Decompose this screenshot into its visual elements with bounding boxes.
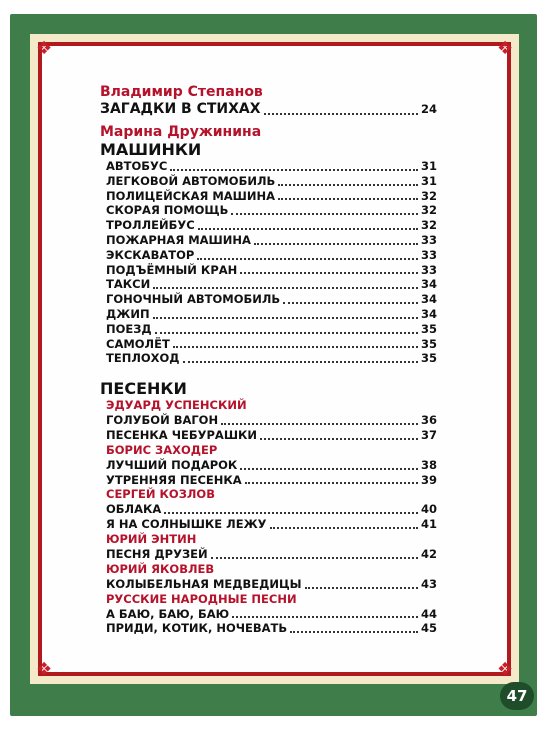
- toc-entry: [100, 322, 437, 337]
- toc-entry-list: [100, 159, 437, 366]
- toc-leader: [153, 287, 418, 289]
- toc-entry-page: 34: [420, 292, 437, 307]
- toc-entry-page: 35: [420, 351, 437, 366]
- toc-entry-title: ПЕСНЯ ДРУЗЕЙ: [106, 546, 208, 561]
- toc-entry-page: 35: [420, 336, 437, 351]
- toc-entry-title: ОБЛАКА: [106, 502, 162, 517]
- toc-entry: [100, 174, 437, 189]
- toc-entry: [100, 292, 437, 307]
- toc-entry-title: ЭКСКАВАТОР: [106, 247, 195, 262]
- toc-leader: [260, 438, 418, 440]
- toc-leader: [198, 228, 418, 230]
- section-title: МАШИНКИ: [100, 140, 202, 159]
- toc-entry-page: 40: [420, 502, 437, 517]
- toc-entry-title: Я НА СОЛНЫШКЕ ЛЕЖУ: [106, 517, 267, 532]
- toc-entry: [100, 458, 437, 473]
- toc-entry-page: 39: [420, 472, 437, 487]
- toc-entry: [100, 621, 437, 636]
- toc-leader: [155, 332, 418, 334]
- toc-entry-title: ЛЕГКОВОЙ АВТОМОБИЛЬ: [106, 173, 276, 188]
- toc-entry-page: 36: [420, 413, 437, 428]
- author-name: Марина Дружинина: [100, 124, 262, 140]
- toc-entry-title: ПРИДИ, КОТИК, НОЧЕВАТЬ: [106, 621, 288, 636]
- toc-entry: [100, 101, 437, 118]
- toc-entry-page: 43: [420, 576, 437, 591]
- toc-leader: [173, 346, 418, 348]
- corner-ornament-icon: ❖: [36, 38, 53, 59]
- toc-entry: [100, 502, 437, 517]
- toc-entry: [100, 277, 437, 292]
- toc-entry-page: 44: [420, 606, 437, 621]
- toc-leader: [283, 302, 418, 304]
- toc-entry: [100, 607, 437, 622]
- song-author: БОРИС ЗАХОДЕР: [106, 442, 218, 457]
- toc-entry-page: 38: [420, 457, 437, 472]
- toc-entry-title: ЗАГАДКИ В СТИХАХ: [100, 101, 261, 117]
- toc-entry-page: 34: [420, 306, 437, 321]
- toc-leader: [254, 243, 418, 245]
- toc-entry-page: 32: [420, 218, 437, 233]
- toc-entry: [100, 307, 437, 322]
- toc-leader: [232, 616, 418, 618]
- toc-leader: [278, 184, 418, 186]
- toc-entry-title: ТРОЛЛЕЙБУС: [106, 218, 195, 233]
- song-author: ЮРИЙ ЯКОВЛЕВ: [106, 561, 215, 576]
- toc-entry-page: 33: [420, 262, 437, 277]
- toc-block-songs: [100, 380, 437, 636]
- toc-entry-page: 33: [420, 232, 437, 247]
- toc-entry: [100, 189, 437, 204]
- toc-entry-title: СКОРАЯ ПОМОЩЬ: [106, 203, 229, 218]
- toc-entry-title: А БАЮ, БАЮ, БАЮ: [106, 606, 230, 621]
- toc-entry: [100, 218, 437, 233]
- toc-leader: [240, 272, 418, 274]
- toc-entry-title: АВТОБУС: [106, 159, 168, 173]
- toc-leader: [183, 361, 418, 363]
- toc-entry-page: 42: [420, 546, 437, 561]
- toc-entry-page: 37: [420, 427, 437, 442]
- table-of-contents: [100, 84, 437, 636]
- toc-entry: [100, 547, 437, 562]
- toc-entry: [100, 159, 437, 174]
- toc-leader: [245, 482, 418, 484]
- toc-entry-title: САМОЛЁТ: [106, 336, 170, 351]
- toc-entry-title: ГОНОЧНЫЙ АВТОМОБИЛЬ: [106, 292, 281, 307]
- toc-entry-page: 32: [420, 203, 437, 218]
- toc-entry: [100, 203, 437, 218]
- toc-leader: [270, 527, 418, 529]
- toc-leader: [290, 631, 418, 633]
- toc-entry-title: ПОДЪЁМНЫЙ КРАН: [106, 262, 238, 277]
- toc-entry: [100, 577, 437, 592]
- toc-block-stepanov: [100, 84, 437, 118]
- toc-entry: [100, 428, 437, 443]
- toc-entry: [100, 351, 437, 366]
- toc-entry: [100, 473, 437, 488]
- toc-leader: [164, 512, 418, 514]
- toc-entry-title: ПОЖАРНАЯ МАШИНА: [106, 232, 251, 247]
- song-author: ЭДУАРД УСПЕНСКИЙ: [106, 398, 247, 413]
- toc-leader: [278, 198, 418, 200]
- toc-entry-title: ГОЛУБОЙ ВАГОН: [106, 413, 219, 428]
- toc-entry: [100, 248, 437, 263]
- toc-entry: [100, 517, 437, 532]
- toc-entry-page: 34: [420, 277, 437, 292]
- toc-leader: [170, 169, 418, 171]
- toc-entry-title: ТЕПЛОХОД: [106, 351, 180, 366]
- toc-leader: [264, 113, 418, 115]
- toc-leader: [197, 258, 418, 260]
- toc-leader: [153, 317, 418, 319]
- toc-entry-page: 41: [420, 517, 437, 532]
- toc-entry-page: 31: [420, 159, 437, 173]
- toc-entry-title: ДЖИП: [106, 306, 150, 321]
- toc-entry-page: 33: [420, 247, 437, 262]
- corner-ornament-icon: ❖: [497, 38, 514, 59]
- corner-ornament-icon: ❖: [497, 659, 514, 680]
- toc-entry-title: ПОЛИЦЕЙСКАЯ МАШИНА: [106, 188, 276, 203]
- song-author: РУССКИЕ НАРОДНЫЕ ПЕСНИ: [106, 591, 297, 606]
- toc-leader: [211, 557, 418, 559]
- toc-entry: [100, 337, 437, 352]
- toc-entry: [100, 413, 437, 428]
- toc-entry-title: КОЛЫБЕЛЬНАЯ МЕДВЕДИЦЫ: [106, 576, 302, 591]
- toc-entry-title: ЛУЧШИЙ ПОДАРОК: [106, 457, 238, 472]
- toc-entry-page: 32: [420, 188, 437, 203]
- author-name: Владимир Степанов: [100, 84, 263, 100]
- toc-leader: [240, 468, 418, 470]
- toc-entry-title: ПОЕЗД: [106, 321, 152, 336]
- toc-entry-title: ТАКСИ: [106, 277, 151, 292]
- toc-leader: [305, 587, 418, 589]
- toc-entry: [100, 263, 437, 278]
- song-author: СЕРГЕЙ КОЗЛОВ: [106, 487, 215, 502]
- toc-entry-page: 35: [420, 321, 437, 336]
- song-author: ЮРИЙ ЭНТИН: [106, 531, 197, 546]
- corner-ornament-icon: ❖: [36, 659, 53, 680]
- toc-entry-page: 45: [420, 621, 437, 636]
- page-number: 47: [500, 682, 534, 710]
- toc-entry: [100, 233, 437, 248]
- toc-entry-title: УТРЕННЯЯ ПЕСЕНКА: [106, 472, 242, 487]
- toc-entry-title: ПЕСЕНКА ЧЕБУРАШКИ: [106, 427, 258, 442]
- toc-leader: [221, 423, 418, 425]
- toc-group-list: [100, 398, 437, 636]
- section-title: ПЕСЕНКИ: [100, 379, 187, 399]
- toc-leader: [231, 213, 418, 215]
- toc-entry-page: 31: [420, 173, 437, 188]
- toc-entry-page: 24: [420, 102, 437, 116]
- toc-block-druzhinina: [100, 124, 437, 366]
